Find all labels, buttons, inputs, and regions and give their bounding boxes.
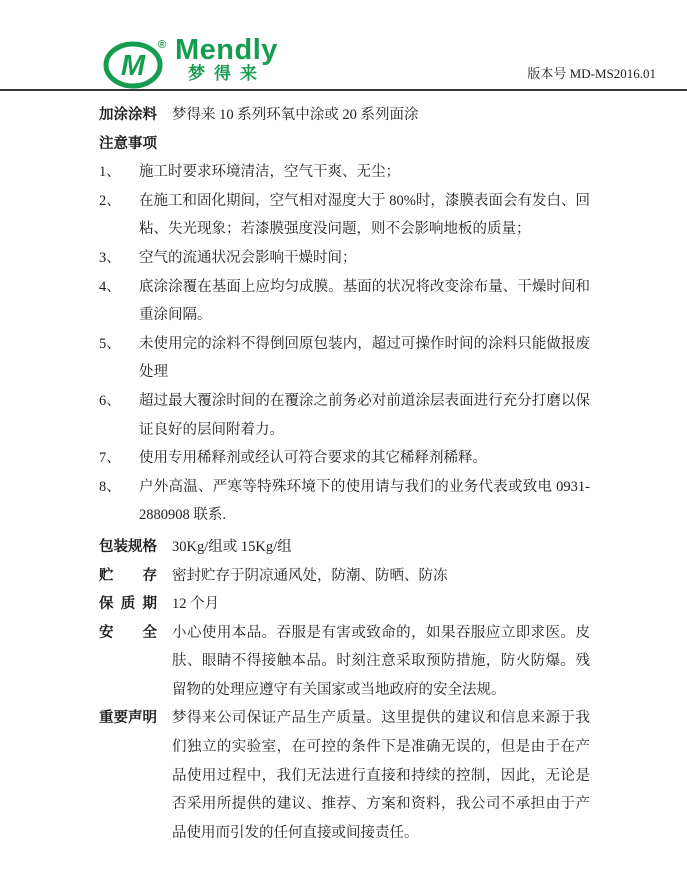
note-item-1 [99, 158, 590, 187]
spec-value: 小心使用本品。吞服是有害或致命的，如果吞服应立即求医。皮肤、眼睛不得接触本品。时刻注意采取预防措施，防火防爆。残留物的处理应遵守有关国家或当地政府的安全法规。 [172, 624, 590, 698]
note-number: 5、 [99, 335, 121, 352]
recoat-row [99, 101, 590, 130]
brand-wordmark [175, 34, 278, 84]
spec-row-packaging [99, 533, 590, 562]
brand-logo [103, 34, 278, 89]
oval-m-logo-icon [103, 37, 171, 89]
note-number: 2、 [99, 192, 121, 209]
note-number: 1、 [99, 164, 121, 181]
note-item-3 [99, 244, 590, 273]
recoat-value: 梦得来 10 系列环氧中涂或 20 系列面涂 [172, 107, 419, 123]
note-text: 在施工和固化期间，空气相对湿度大于 80%时，漆膜表面会有发白、回粘、失光现象；若漆膜强度没问题，则不会影响地板的质量； [139, 192, 590, 238]
spec-label: 贮存 [99, 567, 157, 584]
spec-label: 安全 [99, 624, 157, 641]
note-number: 6、 [99, 392, 121, 409]
spec-label: 保质期 [99, 596, 157, 613]
note-text: 未使用完的涂料不得倒回原包装内，超过可操作时间的涂料只能做报废处理 [139, 335, 590, 381]
note-number: 8、 [99, 478, 121, 495]
page-header [0, 0, 687, 91]
note-text: 超过最大覆涂时间的在覆涂之前务必对前道涂层表面进行充分打磨以保证良好的层间附着力。 [139, 392, 590, 438]
spec-row-disclaimer [99, 704, 590, 847]
note-item-5 [99, 330, 590, 387]
note-number: 4、 [99, 278, 121, 295]
spec-value: 30Kg/组或 15Kg/组 [172, 538, 292, 555]
note-text: 空气的流通状况会影响干燥时间； [139, 249, 357, 266]
version-number: 版本号 MD-MS2016.01 [527, 66, 656, 81]
note-item-8 [99, 473, 590, 530]
spec-value: 梦得来公司保证产品生产质量。这里提供的建议和信息来源于我们独立的实验室，在可控的条件下是准确无误的，但是由于在产品使用过程中，我们无法进行直接和持续的控制，因此，无论是否采用所提供的建议、推荐、方案和资料，我公司不承担由于产品使用而引发的任何直接或间接责任。 [172, 710, 590, 841]
note-item-4 [99, 273, 590, 330]
spec-section [99, 533, 590, 848]
brand-name: Mendly [175, 34, 278, 66]
spec-row-safety [99, 619, 590, 705]
brand-emblem [103, 37, 171, 89]
note-text: 施工时要求环境清洁，空气干爽、无尘； [139, 164, 400, 181]
svg-text:M: M [120, 50, 146, 82]
spec-row-storage [99, 562, 590, 591]
spec-value: 12 个月 [172, 596, 220, 613]
spec-row-shelf-life [99, 590, 590, 619]
document-body [0, 91, 687, 847]
note-number: 7、 [99, 450, 121, 467]
recoat-label: 加涂涂料 [99, 107, 157, 123]
notes-heading: 注意事项 [99, 135, 157, 152]
note-text: 户外高温、严寒等特殊环境下的使用请与我们的业务代表或致电 0931-2880908 联系. [139, 478, 590, 524]
note-number: 3、 [99, 249, 121, 266]
spec-label: 包装规格 [99, 538, 157, 555]
spec-value: 密封贮存于阴凉通风处，防潮、防晒、防冻 [172, 567, 448, 584]
note-item-7 [99, 444, 590, 473]
note-item-6 [99, 387, 590, 444]
note-text: 使用专用稀释剂或经认可符合要求的其它稀释剂稀释。 [139, 450, 487, 467]
note-item-2 [99, 187, 590, 244]
spec-label: 重要声明 [99, 710, 157, 727]
brand-name-chinese: 梦得来 [188, 64, 266, 83]
note-text: 底涂涂覆在基面上应均匀成膜。基面的状况将改变涂布量、干燥时间和重涂间隔。 [139, 278, 590, 324]
registered-trademark-icon: ® [157, 39, 167, 51]
